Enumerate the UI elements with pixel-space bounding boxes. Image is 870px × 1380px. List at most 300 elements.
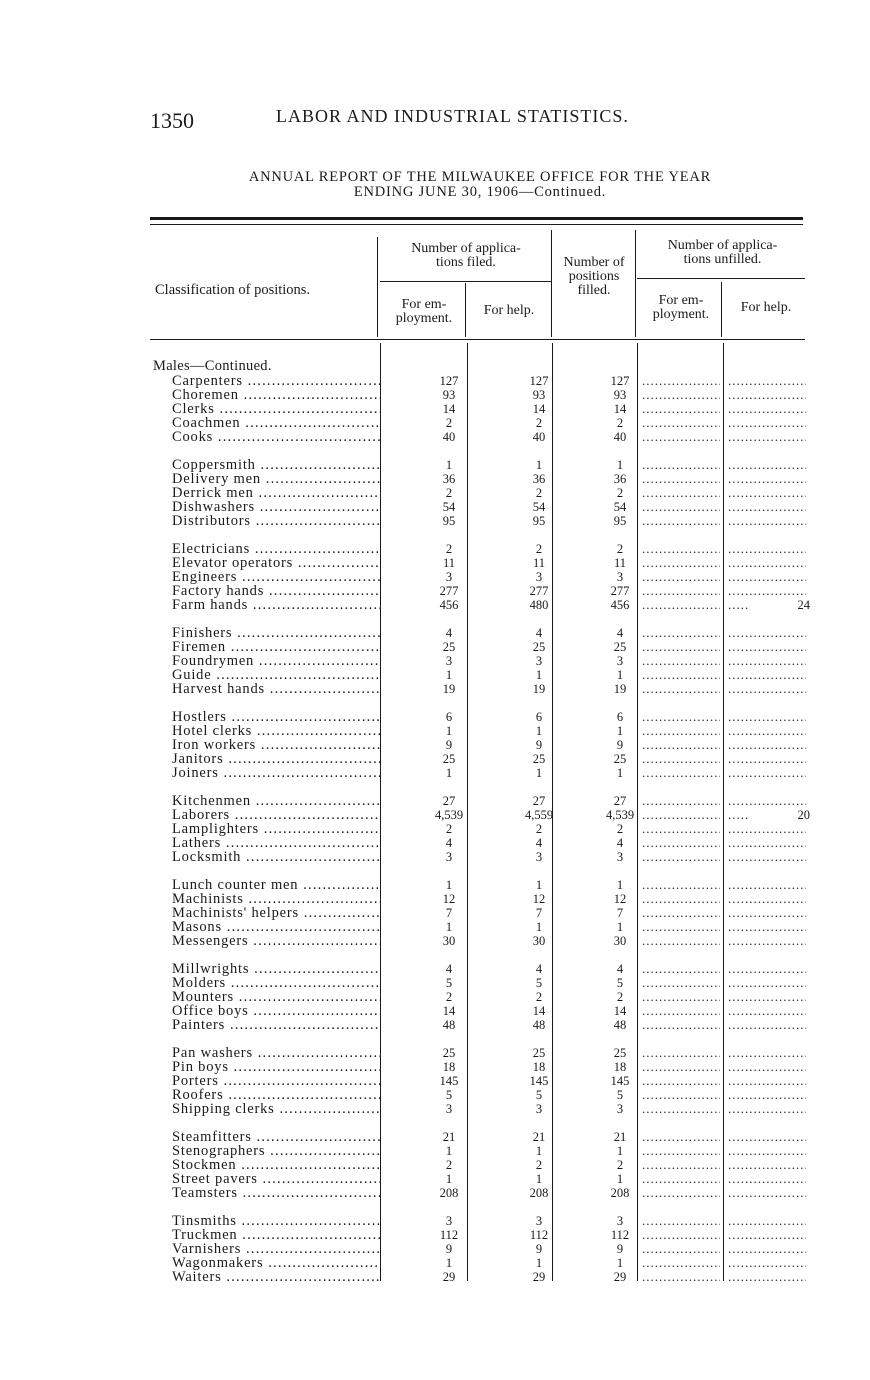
table-row bbox=[150, 906, 820, 920]
filed-help-value: 95 bbox=[532, 514, 546, 528]
positions-filled-value: 1 bbox=[616, 1144, 624, 1158]
unfilled-employment-leader bbox=[642, 1186, 720, 1200]
header-filed-help: For help. bbox=[483, 303, 535, 318]
unfilled-employment-leader bbox=[642, 570, 720, 584]
positions-filled-value: 54 bbox=[613, 500, 627, 514]
unfilled-employment-leader bbox=[642, 1228, 720, 1242]
positions-filled-value: 112 bbox=[610, 1228, 630, 1242]
position-label: Clerks ..... bbox=[172, 402, 380, 416]
unfilled-employment-leader bbox=[642, 766, 720, 780]
top-rule-thin bbox=[150, 224, 803, 225]
position-label: Joiners ..... bbox=[172, 766, 380, 780]
position-label: Cooks ..... bbox=[172, 430, 380, 444]
unfilled-group-rule bbox=[637, 278, 805, 279]
positions-filled-value: 2 bbox=[616, 486, 624, 500]
filed-employment-value: 2 bbox=[445, 486, 453, 500]
positions-filled-value: 27 bbox=[613, 794, 627, 808]
filed-employment-value: 9 bbox=[445, 1242, 453, 1256]
positions-filled-value: 30 bbox=[613, 934, 627, 948]
unfilled-employment-leader bbox=[642, 1102, 720, 1116]
position-label: Waiters ..... bbox=[172, 1270, 380, 1284]
position-label: Hotel clerks ..... bbox=[172, 724, 380, 738]
table-row bbox=[150, 430, 820, 444]
filed-help-value: 1 bbox=[535, 766, 543, 780]
unfilled-help-leader bbox=[728, 1172, 806, 1186]
positions-filled-value: 29 bbox=[613, 1270, 627, 1284]
positions-filled-value: 127 bbox=[610, 374, 630, 388]
filed-employment-value: 30 bbox=[442, 934, 456, 948]
positions-filled-value: 7 bbox=[616, 906, 624, 920]
unfilled-employment-leader bbox=[642, 598, 720, 612]
unfilled-help-leader bbox=[728, 626, 806, 640]
filed-employment-value: 3 bbox=[445, 654, 453, 668]
table-row bbox=[150, 836, 820, 850]
unfilled-employment-leader bbox=[642, 458, 720, 472]
filed-employment-value: 6 bbox=[445, 710, 453, 724]
unfilled-help-leader bbox=[728, 682, 806, 696]
filed-help-value: 2 bbox=[535, 822, 543, 836]
filed-help-value: 3 bbox=[535, 1214, 543, 1228]
unfilled-employment-leader bbox=[642, 934, 720, 948]
positions-filled-value: 1 bbox=[616, 1172, 624, 1186]
positions-filled-value: 3 bbox=[616, 570, 624, 584]
unfilled-employment-leader bbox=[642, 1256, 720, 1270]
unfilled-employment-leader bbox=[642, 514, 720, 528]
unfilled-employment-leader bbox=[642, 892, 720, 906]
position-label: Guide ..... bbox=[172, 668, 380, 682]
position-label: Dishwashers ..... bbox=[172, 500, 380, 514]
col-divider bbox=[377, 237, 378, 337]
filed-employment-value: 127 bbox=[439, 374, 459, 388]
positions-filled-value: 3 bbox=[616, 850, 624, 864]
table-row bbox=[150, 500, 820, 514]
table-row bbox=[150, 542, 820, 556]
filed-employment-value: 12 bbox=[442, 892, 456, 906]
unfilled-employment-leader bbox=[642, 1242, 720, 1256]
col-divider bbox=[721, 282, 722, 337]
table-row bbox=[150, 850, 820, 864]
table-row bbox=[150, 1074, 820, 1088]
positions-filled-value: 25 bbox=[613, 752, 627, 766]
unfilled-employment-leader bbox=[642, 794, 720, 808]
table-row bbox=[150, 934, 820, 948]
unfilled-help-leader bbox=[728, 1130, 806, 1144]
table-row bbox=[150, 514, 820, 528]
table-row bbox=[150, 766, 820, 780]
unfilled-help-leader bbox=[728, 1256, 806, 1270]
unfilled-employment-leader bbox=[642, 808, 720, 822]
filed-employment-value: 1 bbox=[445, 668, 453, 682]
unfilled-help-leader bbox=[728, 1214, 806, 1228]
unfilled-help-leader bbox=[728, 584, 806, 598]
positions-filled-value: 277 bbox=[610, 584, 630, 598]
table-row bbox=[150, 1214, 820, 1228]
filed-employment-value: 48 bbox=[442, 1018, 456, 1032]
table-row bbox=[150, 402, 820, 416]
unfilled-help-leader bbox=[728, 1144, 806, 1158]
table-row bbox=[150, 990, 820, 1004]
table-row bbox=[150, 1172, 820, 1186]
unfilled-employment-leader bbox=[642, 1004, 720, 1018]
filed-help-value: 93 bbox=[532, 388, 546, 402]
filed-help-value: 54 bbox=[532, 500, 546, 514]
positions-filled-value: 1 bbox=[616, 1256, 624, 1270]
filed-help-value: 2 bbox=[535, 990, 543, 1004]
unfilled-help-leader bbox=[728, 430, 806, 444]
filed-help-value: 19 bbox=[532, 682, 546, 696]
unfilled-help-leader bbox=[728, 1018, 806, 1032]
position-label: Firemen ..... bbox=[172, 640, 380, 654]
running-head: LABOR AND INDUSTRIAL STATISTICS. bbox=[276, 106, 629, 126]
position-label: Elevator operators ..... bbox=[172, 556, 380, 570]
unfilled-employment-leader bbox=[642, 626, 720, 640]
filed-help-value: 25 bbox=[532, 752, 546, 766]
positions-filled-value: 3 bbox=[616, 1102, 624, 1116]
filed-help-value: 3 bbox=[535, 570, 543, 584]
position-label: Lunch counter men ..... bbox=[172, 878, 380, 892]
filed-employment-value: 7 bbox=[445, 906, 453, 920]
filed-help-value: 18 bbox=[532, 1060, 546, 1074]
filed-help-value: 4 bbox=[535, 626, 543, 640]
table-row bbox=[150, 416, 820, 430]
unfilled-employment-leader bbox=[642, 500, 720, 514]
filed-help-value: 1 bbox=[535, 1172, 543, 1186]
positions-filled-value: 93 bbox=[613, 388, 627, 402]
table-row bbox=[150, 892, 820, 906]
filed-employment-value: 19 bbox=[442, 682, 456, 696]
positions-filled-value: 3 bbox=[616, 1214, 624, 1228]
title-line-1: ANNUAL REPORT OF THE MILWAUKEE OFFICE FOR THE YEAR bbox=[248, 169, 712, 185]
filed-employment-value: 54 bbox=[442, 500, 456, 514]
table-row bbox=[150, 710, 820, 724]
position-label: Machinists' helpers ..... bbox=[172, 906, 380, 920]
filed-employment-value: 25 bbox=[442, 752, 456, 766]
unfilled-help-leader bbox=[728, 1060, 806, 1074]
positions-filled-value: 6 bbox=[616, 710, 624, 724]
filed-employment-value: 145 bbox=[439, 1074, 459, 1088]
table-row bbox=[150, 976, 820, 990]
filed-help-value: 6 bbox=[535, 710, 543, 724]
table-row bbox=[150, 1060, 820, 1074]
unfilled-help-leader bbox=[728, 388, 806, 402]
filed-help-value: 5 bbox=[535, 976, 543, 990]
table-row bbox=[150, 1186, 820, 1200]
table-row bbox=[150, 654, 820, 668]
filed-help-value: 1 bbox=[535, 724, 543, 738]
position-label: Foundrymen ..... bbox=[172, 654, 380, 668]
unfilled-employment-leader bbox=[642, 822, 720, 836]
table-row bbox=[150, 1004, 820, 1018]
unfilled-help-leader bbox=[728, 416, 806, 430]
unfilled-employment-leader bbox=[642, 654, 720, 668]
table-row bbox=[150, 822, 820, 836]
table-row bbox=[150, 486, 820, 500]
unfilled-help-leader bbox=[728, 766, 806, 780]
filed-employment-value: 18 bbox=[442, 1060, 456, 1074]
positions-filled-value: 4,539 bbox=[605, 808, 635, 822]
position-label: Street pavers ..... bbox=[172, 1172, 380, 1186]
position-label: Steamfitters ..... bbox=[172, 1130, 380, 1144]
unfilled-employment-leader bbox=[642, 724, 720, 738]
filed-help-value: 7 bbox=[535, 906, 543, 920]
position-label: Mounters ..... bbox=[172, 990, 380, 1004]
positions-filled-value: 2 bbox=[616, 416, 624, 430]
unfilled-employment-leader bbox=[642, 1074, 720, 1088]
filed-help-value: 30 bbox=[532, 934, 546, 948]
positions-filled-value: 9 bbox=[616, 738, 624, 752]
table-row bbox=[150, 1130, 820, 1144]
unfilled-employment-leader bbox=[642, 640, 720, 654]
unfilled-help-leader bbox=[728, 1158, 806, 1172]
filed-help-value: 25 bbox=[532, 1046, 546, 1060]
filed-employment-value: 95 bbox=[442, 514, 456, 528]
position-label: Pan washers ..... bbox=[172, 1046, 380, 1060]
filed-employment-value: 4 bbox=[445, 836, 453, 850]
unfilled-help-leader bbox=[728, 1270, 806, 1284]
unfilled-employment-leader bbox=[642, 668, 720, 682]
positions-filled-value: 1 bbox=[616, 766, 624, 780]
header-unfilled-help: For help. bbox=[740, 300, 792, 315]
table-row bbox=[150, 640, 820, 654]
positions-filled-value: 40 bbox=[613, 430, 627, 444]
positions-filled-value: 4 bbox=[616, 626, 624, 640]
table-title bbox=[150, 170, 810, 200]
filed-help-value: 480 bbox=[529, 598, 549, 612]
unfilled-employment-leader bbox=[642, 374, 720, 388]
filed-employment-value: 1 bbox=[445, 724, 453, 738]
unfilled-employment-leader bbox=[642, 1060, 720, 1074]
unfilled-help-leader bbox=[728, 850, 806, 864]
positions-filled-value: 19 bbox=[613, 682, 627, 696]
table-row bbox=[150, 598, 820, 612]
filed-help-value: 4 bbox=[535, 836, 543, 850]
position-label: Factory hands ..... bbox=[172, 584, 380, 598]
unfilled-help-leader bbox=[728, 1074, 806, 1088]
table-row bbox=[150, 1256, 820, 1270]
filed-help-value: 14 bbox=[532, 402, 546, 416]
positions-filled-value: 25 bbox=[613, 640, 627, 654]
filed-help-value: 3 bbox=[535, 1102, 543, 1116]
col-divider bbox=[465, 283, 466, 337]
unfilled-employment-leader bbox=[642, 1088, 720, 1102]
title-line-2: ENDING JUNE 30, 1906—Continued. bbox=[353, 184, 607, 200]
table-row bbox=[150, 724, 820, 738]
header-filed-employment: For em- ployment. bbox=[395, 297, 453, 326]
header-filed-group: Number of applica- tions filed. bbox=[411, 241, 521, 270]
positions-filled-value: 14 bbox=[613, 1004, 627, 1018]
position-label: Wagonmakers ..... bbox=[172, 1256, 380, 1270]
filed-help-value: 112 bbox=[529, 1228, 549, 1242]
positions-filled-value: 1 bbox=[616, 878, 624, 892]
filed-employment-value: 1 bbox=[445, 1172, 453, 1186]
table-row bbox=[150, 388, 820, 402]
positions-filled-value: 5 bbox=[616, 1088, 624, 1102]
unfilled-help-leader bbox=[728, 1088, 806, 1102]
unfilled-employment-leader bbox=[642, 752, 720, 766]
position-label: Coppersmith ..... bbox=[172, 458, 380, 472]
unfilled-help-leader bbox=[728, 710, 806, 724]
position-label: Iron workers ..... bbox=[172, 738, 380, 752]
filed-employment-value: 3 bbox=[445, 1214, 453, 1228]
header-classification: Classification of positions. bbox=[155, 282, 311, 298]
position-label: Molders ..... bbox=[172, 976, 380, 990]
unfilled-help-leader bbox=[728, 1242, 806, 1256]
unfilled-employment-leader bbox=[642, 920, 720, 934]
filed-employment-value: 112 bbox=[439, 1228, 459, 1242]
filed-help-value: 4 bbox=[535, 962, 543, 976]
positions-filled-value: 1 bbox=[616, 724, 624, 738]
unfilled-help-leader bbox=[728, 570, 806, 584]
table-row bbox=[150, 738, 820, 752]
unfilled-employment-leader bbox=[642, 738, 720, 752]
table-row bbox=[150, 626, 820, 640]
unfilled-help-leader bbox=[728, 500, 806, 514]
position-label: Masons ..... bbox=[172, 920, 380, 934]
filed-help-value: 1 bbox=[535, 1256, 543, 1270]
positions-filled-value: 12 bbox=[613, 892, 627, 906]
unfilled-employment-leader bbox=[642, 1130, 720, 1144]
position-label: Delivery men ..... bbox=[172, 472, 380, 486]
unfilled-employment-leader bbox=[642, 962, 720, 976]
col-divider bbox=[551, 230, 552, 337]
unfilled-help-leader bbox=[728, 1228, 806, 1242]
table-row bbox=[150, 1018, 820, 1032]
position-label: Pin boys ..... bbox=[172, 1060, 380, 1074]
unfilled-help-leader bbox=[728, 822, 806, 836]
unfilled-employment-leader bbox=[642, 1018, 720, 1032]
positions-filled-value: 4 bbox=[616, 962, 624, 976]
unfilled-help-leader bbox=[728, 962, 806, 976]
unfilled-help-leader bbox=[728, 514, 806, 528]
unfilled-help-leader bbox=[728, 640, 806, 654]
filed-help-value: 12 bbox=[532, 892, 546, 906]
header-positions-filled: Number of positions filled. bbox=[563, 255, 625, 298]
col-divider bbox=[635, 230, 636, 337]
filed-help-value: 127 bbox=[529, 374, 549, 388]
top-rule bbox=[150, 217, 803, 220]
unfilled-employment-leader bbox=[642, 472, 720, 486]
filed-help-value: 11 bbox=[532, 556, 546, 570]
unfilled-help-leader bbox=[728, 752, 806, 766]
table-row bbox=[150, 1270, 820, 1284]
position-label: Painters ..... bbox=[172, 1018, 380, 1032]
position-label: Electricians ..... bbox=[172, 542, 380, 556]
table-row bbox=[150, 556, 820, 570]
positions-filled-value: 21 bbox=[613, 1130, 627, 1144]
unfilled-help-leader bbox=[728, 402, 806, 416]
positions-filled-value: 4 bbox=[616, 836, 624, 850]
filed-help-value: 9 bbox=[535, 1242, 543, 1256]
unfilled-employment-leader bbox=[642, 1214, 720, 1228]
positions-filled-value: 1 bbox=[616, 668, 624, 682]
unfilled-help-leader bbox=[728, 836, 806, 850]
table-row bbox=[150, 668, 820, 682]
positions-filled-value: 95 bbox=[613, 514, 627, 528]
filed-employment-value: 1 bbox=[445, 878, 453, 892]
filed-employment-value: 25 bbox=[442, 1046, 456, 1060]
unfilled-employment-leader bbox=[642, 1172, 720, 1186]
filed-employment-value: 9 bbox=[445, 738, 453, 752]
filed-help-value: 27 bbox=[532, 794, 546, 808]
unfilled-employment-leader bbox=[642, 836, 720, 850]
unfilled-employment-leader bbox=[642, 976, 720, 990]
filed-employment-value: 208 bbox=[439, 1186, 459, 1200]
unfilled-help-leader bbox=[728, 1004, 806, 1018]
table-row bbox=[150, 1102, 820, 1116]
unfilled-employment-leader bbox=[642, 486, 720, 500]
positions-filled-value: 36 bbox=[613, 472, 627, 486]
unfilled-employment-leader bbox=[642, 1270, 720, 1284]
position-label: Janitors ..... bbox=[172, 752, 380, 766]
filed-help-value: 40 bbox=[532, 430, 546, 444]
position-label: Teamsters ..... bbox=[172, 1186, 380, 1200]
filed-employment-value: 27 bbox=[442, 794, 456, 808]
positions-filled-value: 2 bbox=[616, 1158, 624, 1172]
filed-employment-value: 2 bbox=[445, 990, 453, 1004]
table-row bbox=[150, 1242, 820, 1256]
filed-employment-value: 3 bbox=[445, 570, 453, 584]
unfilled-employment-leader bbox=[642, 906, 720, 920]
filed-help-value: 1 bbox=[535, 1144, 543, 1158]
positions-filled-value: 5 bbox=[616, 976, 624, 990]
position-label: Office boys ..... bbox=[172, 1004, 380, 1018]
unfilled-help-leader bbox=[728, 724, 806, 738]
filed-employment-value: 36 bbox=[442, 472, 456, 486]
unfilled-employment-leader bbox=[642, 1144, 720, 1158]
position-label: Machinists ..... bbox=[172, 892, 380, 906]
unfilled-help-leader bbox=[728, 1186, 806, 1200]
filed-employment-value: 3 bbox=[445, 1102, 453, 1116]
position-label: Kitchenmen ..... bbox=[172, 794, 380, 808]
position-label: Carpenters ..... bbox=[172, 374, 380, 388]
position-label: Messengers ..... bbox=[172, 934, 380, 948]
filed-help-value: 145 bbox=[529, 1074, 549, 1088]
position-label: Lamplighters ..... bbox=[172, 822, 380, 836]
filed-employment-value: 5 bbox=[445, 976, 453, 990]
unfilled-employment-leader bbox=[642, 556, 720, 570]
unfilled-help-leader bbox=[728, 920, 806, 934]
filed-employment-value: 456 bbox=[439, 598, 459, 612]
table-row bbox=[150, 794, 820, 808]
position-label: Tinsmiths ..... bbox=[172, 1214, 380, 1228]
unfilled-help-leader bbox=[728, 878, 806, 892]
unfilled-help-value: 20 bbox=[750, 808, 810, 822]
positions-filled-value: 2 bbox=[616, 990, 624, 1004]
position-label: Coachmen ..... bbox=[172, 416, 380, 430]
position-label: Locksmith ..... bbox=[172, 850, 380, 864]
table-row bbox=[150, 472, 820, 486]
filed-employment-value: 14 bbox=[442, 402, 456, 416]
position-label: Millwrights ..... bbox=[172, 962, 380, 976]
filed-help-value: 9 bbox=[535, 738, 543, 752]
positions-filled-value: 25 bbox=[613, 1046, 627, 1060]
filed-employment-value: 277 bbox=[439, 584, 459, 598]
positions-filled-value: 456 bbox=[610, 598, 630, 612]
filed-employment-value: 40 bbox=[442, 430, 456, 444]
unfilled-employment-leader bbox=[642, 388, 720, 402]
positions-filled-value: 11 bbox=[613, 556, 627, 570]
unfilled-help-leader bbox=[728, 976, 806, 990]
filed-employment-value: 93 bbox=[442, 388, 456, 402]
filed-help-value: 2 bbox=[535, 1158, 543, 1172]
table-row bbox=[150, 584, 820, 598]
unfilled-employment-leader bbox=[642, 416, 720, 430]
filed-employment-value: 4 bbox=[445, 962, 453, 976]
filed-employment-value: 25 bbox=[442, 640, 456, 654]
filed-employment-value: 2 bbox=[445, 416, 453, 430]
unfilled-help-leader bbox=[728, 542, 806, 556]
filed-help-value: 4,559 bbox=[524, 808, 554, 822]
